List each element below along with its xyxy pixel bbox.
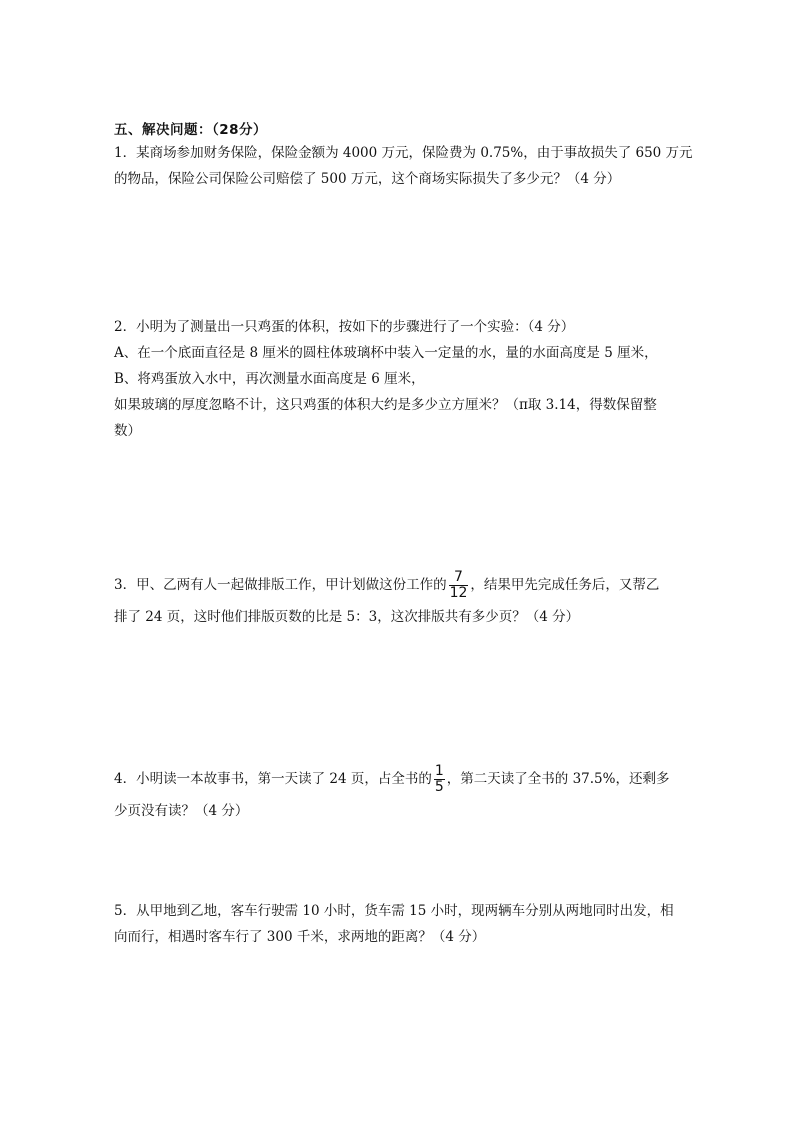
problem-3-line-1 — [114, 566, 684, 604]
fraction-denominator: 12 — [449, 585, 468, 601]
problem-1-line-1: 1．某商场参加财务保险，保险金额为 4000 万元，保险费为 0.75%，由于事故损失了 650 万元 — [114, 145, 693, 161]
problem-3-line-2: 排了 24 页，这时他们排版页数的比是 5：3，这次排版共有多少页？（4 分） — [114, 609, 580, 625]
fraction-seven-twelfths — [449, 570, 469, 601]
problem-5 — [114, 898, 684, 950]
problem-3-text-after: ，结果甲先完成任务后，又帮乙 — [470, 577, 660, 593]
problem-4 — [114, 760, 684, 824]
problem-3-text-before: 3．甲、乙两有人一起做排版工作，甲计划做这份工作的 — [114, 577, 447, 593]
problem-5-line-2: 向而行，相遇时客车行了 300 千米，求两地的距离？（4 分） — [114, 929, 486, 945]
fraction-denominator: 5 — [434, 779, 444, 795]
problem-2-line-5: 数） — [114, 423, 141, 439]
problem-2-line-1: 2．小明为了测量出一只鸡蛋的体积，按如下的步骤进行了一个实验：（4 分） — [114, 319, 575, 335]
section-heading: 五、解决问题：（28分） — [114, 122, 268, 138]
fraction-one-fifth — [434, 764, 445, 795]
problem-4-text-after: ，第二天读了全书的 37.5%，还剩多 — [446, 771, 670, 787]
problem-2-line-4: 如果玻璃的厚度忽略不计，这只鸡蛋的体积大约是多少立方厘米？（π取 3.14，得数保留整 — [114, 397, 657, 413]
problem-1 — [114, 140, 693, 192]
problem-3 — [114, 566, 684, 630]
problem-2 — [114, 314, 684, 444]
problem-5-line-1: 5．从甲地到乙地，客车行驶需 10 小时，货车需 15 小时，现两辆车分别从两地同时出发，相 — [114, 903, 674, 919]
problem-4-line-1 — [114, 760, 684, 798]
problem-1-line-2: 的物品，保险公司保险公司赔偿了 500 万元，这个商场实际损失了多少元？（4 分） — [114, 171, 621, 187]
fraction-numerator: 1 — [434, 763, 444, 779]
problem-4-line-2: 少页没有读？（4 分） — [114, 803, 249, 819]
problem-2-line-3: B、将鸡蛋放入水中，再次测量水面高度是 6 厘米， — [114, 371, 425, 387]
problem-4-text-before: 4．小明读一本故事书，第一天读了 24 页，占全书的 — [114, 771, 432, 787]
problem-2-line-2: A、在一个底面直径是 8 厘米的圆柱体玻璃杯中装入一定量的水，量的水面高度是 5 厘米， — [114, 345, 658, 361]
fraction-numerator: 7 — [454, 569, 463, 585]
